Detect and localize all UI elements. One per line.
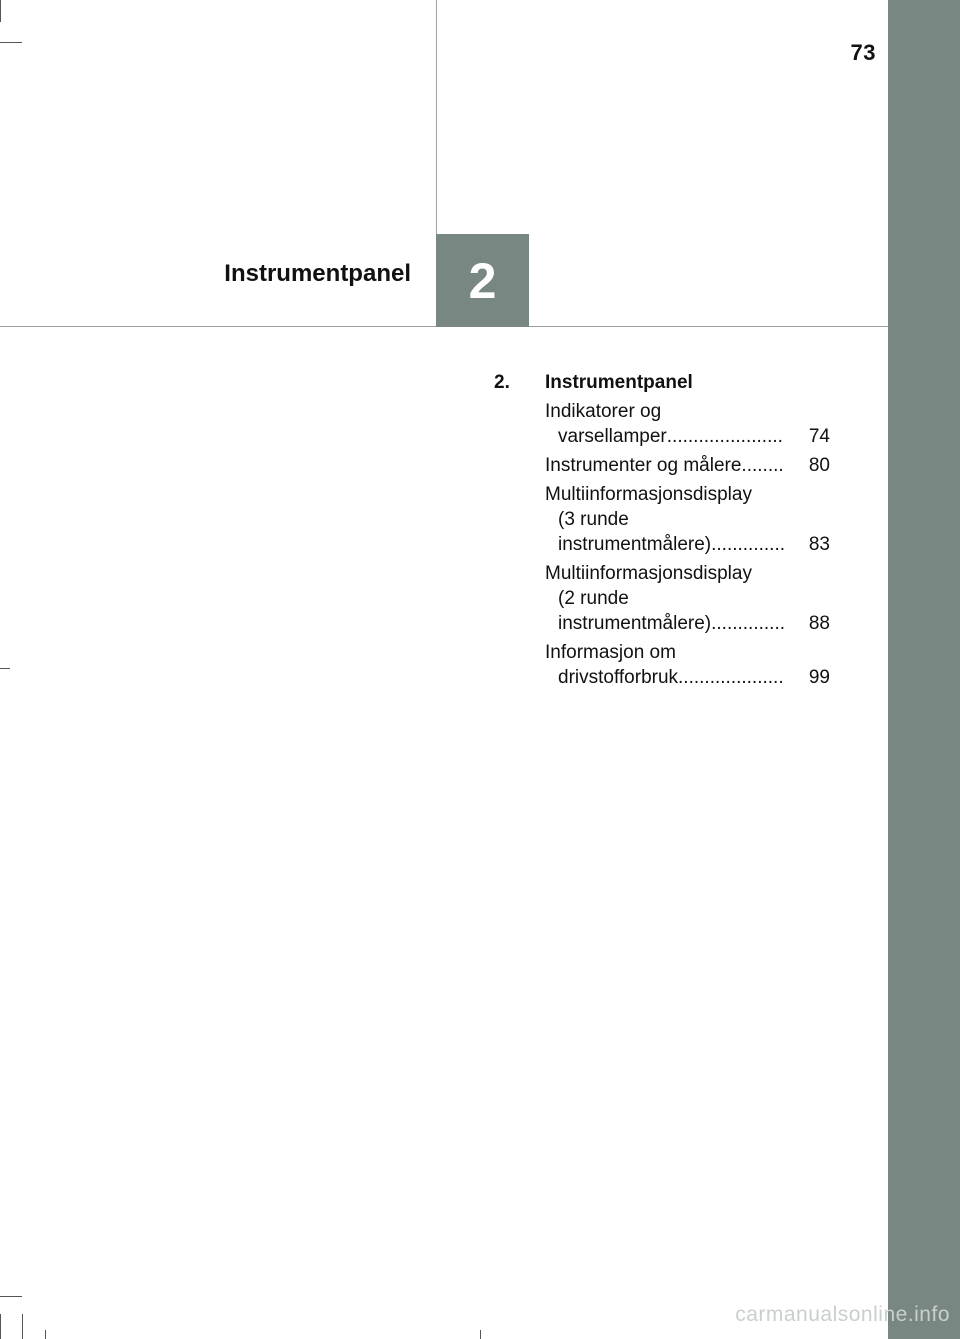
chapter-number-box — [436, 234, 529, 327]
page-number: 73 — [850, 40, 876, 65]
toc-entry-page: 80 — [808, 455, 830, 476]
side-chapter-tab — [888, 0, 960, 1339]
toc-leader-dots: .................... — [678, 667, 784, 688]
toc-leader-dots: .............. — [711, 613, 786, 634]
toc-heading-title: Instrumentpanel — [545, 372, 693, 393]
chapter-title: Instrumentpanel — [224, 260, 411, 287]
toc-entry-line: Multiinformasjonsdisplay — [545, 563, 752, 584]
toc-leader-dots: .............. — [711, 534, 786, 555]
toc-leader-dots: ...................... — [666, 426, 783, 447]
crop-mark — [45, 1330, 46, 1339]
toc-entry-line: (3 runde — [558, 509, 629, 530]
crop-mark — [0, 1296, 22, 1297]
toc-entry-line: (2 runde — [558, 588, 629, 609]
toc-entry-line: Indikatorer og — [545, 401, 662, 422]
toc-entry-multiinfo-3[interactable] — [545, 482, 830, 557]
table-of-contents — [494, 370, 830, 694]
crop-mark — [0, 1314, 1, 1339]
toc-heading-number: 2. — [494, 372, 510, 393]
crop-mark — [0, 0, 1, 22]
crop-mark — [0, 668, 10, 669]
toc-entry-multiinfo-2[interactable] — [545, 561, 830, 636]
crop-mark — [0, 42, 22, 43]
toc-entry-line: Multiinformasjonsdisplay — [545, 484, 752, 505]
toc-entry-line: varsellamper — [558, 426, 667, 447]
crop-mark — [480, 1330, 481, 1339]
watermark: carmanualsonline.info — [735, 1303, 950, 1326]
toc-entry-drivstoff[interactable] — [545, 640, 830, 690]
toc-entry-line: instrumentmålere) — [558, 613, 712, 634]
toc-entry-line: Informasjon om — [545, 642, 676, 663]
toc-entry-page: 83 — [808, 534, 830, 555]
toc-heading — [494, 370, 830, 395]
toc-entry-page: 88 — [808, 613, 830, 634]
toc-entry-instrumenter[interactable] — [545, 453, 830, 478]
toc-entry-line: drivstofforbruk — [558, 667, 679, 688]
toc-entry-line: instrumentmålere) — [558, 534, 712, 555]
toc-entry-page: 99 — [808, 667, 830, 688]
chapter-number: 2 — [468, 252, 497, 309]
toc-leader-dots: ........ — [741, 455, 784, 476]
crop-mark — [22, 1314, 23, 1339]
toc-entry-line: Instrumenter og målere — [545, 455, 742, 476]
toc-entry-page: 74 — [808, 426, 830, 447]
vertical-divider — [436, 0, 437, 234]
toc-entry-indikatorer[interactable] — [545, 399, 830, 449]
